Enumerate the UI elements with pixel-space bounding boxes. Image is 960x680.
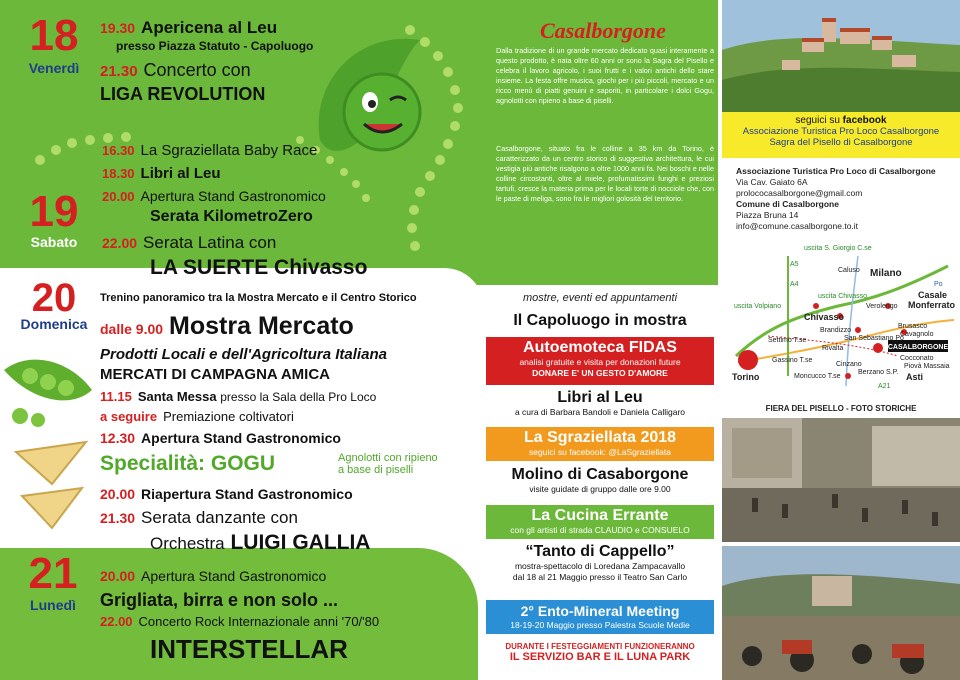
map-label-brandizzo: Brandizzo	[820, 327, 852, 334]
map-label-sansebastiano: San Sebastiano Po	[844, 335, 904, 342]
saturday-event-4-time: 22.00	[102, 235, 138, 251]
map-label-po: Po	[934, 281, 943, 288]
sunday-riap-title: Riapertura Stand Gastronomico	[141, 486, 353, 502]
area-map	[728, 236, 956, 396]
saturday-event-3	[102, 188, 326, 204]
map-label-verolengo: Verolengo	[866, 303, 898, 310]
saturday-event-3-sub: Serata KilometroZero	[150, 208, 313, 225]
pea-mascot-icon	[300, 20, 440, 170]
event-tanto-box	[486, 543, 714, 595]
pea-pod-icon	[0, 340, 96, 430]
map-label-berzano: Berzano S.P.	[858, 369, 899, 376]
sunday-day-number: 20	[31, 276, 77, 320]
saturday-event-1	[102, 142, 317, 159]
map-label-a21: A21	[878, 383, 891, 390]
map-label-rivalta: Rivalta	[822, 345, 844, 352]
event-ento-title: 2° Ento-Mineral Meeting	[520, 603, 680, 619]
sunday-mercati: MERCATI DI CAMPAGNA AMICA	[100, 366, 330, 383]
gogu-agnolotti-icon	[8, 432, 94, 532]
event-fidas-slogan: DONARE E' UN GESTO D'AMORE	[532, 368, 668, 378]
contact-email-2[interactable]: info@comune.casalborgone.to.it	[736, 221, 859, 231]
sunday-messa-sub: presso la Sala della Pro Loco	[220, 390, 377, 404]
map-label-settimo: Settimo T.se	[768, 337, 807, 344]
friday-event-1-time: 19.30	[100, 20, 136, 36]
saturday-event-4-band: LA SUERTE Chivasso	[150, 256, 368, 279]
facebook-heading	[722, 115, 960, 126]
intro-paragraph-1: Dalla tradizione di un grande mercato dedicato quasi interamente a questo prodotto, è nata oltre 60 anni or sono la Sagra del Pisello e celebra il lavoro agricolo, i suoi frutti e i valori antichi dello stare insieme. La festa offre musica, giochi per i più piccoli, mercato e un ricco menù di piatti genuini e saporiti, in particolare i dolci Gogu, agnolotti con ripieno a base di piselli.	[496, 46, 714, 105]
sunday-mostra-title: Mostra Mercato	[169, 312, 354, 340]
sunday-spec-desc	[338, 452, 438, 476]
sunday-day-name: Domenica	[20, 316, 88, 332]
monday-event-2-time: 22.00	[100, 614, 133, 629]
sunday-premiazione	[100, 409, 294, 424]
map-label-uscita-chivasso: uscita Chivasso	[818, 293, 868, 300]
contacts-block	[736, 166, 956, 232]
monday-event-1-time: 20.00	[100, 568, 136, 584]
sunday-mostra-time: dalle 9.00	[100, 321, 164, 337]
friday-event-2-time: 21.30	[100, 63, 138, 80]
event-sgraziellata-title: La Sgraziellata 2018	[523, 429, 677, 446]
friday-event-2-title: Concerto con	[143, 60, 251, 80]
saturday-event-4	[102, 233, 276, 253]
footer-note	[486, 642, 714, 663]
facebook-label: seguici su	[795, 115, 840, 126]
sunday-stand	[100, 430, 341, 446]
map-label-chivasso: Chivasso	[804, 312, 845, 322]
event-tanto-sub-1: mostra-spettacolo di Loredana Zampacavallo	[514, 561, 686, 571]
historic-photo-market	[722, 418, 960, 542]
monday-grigliata: Grigliata, birra e non solo ...	[100, 590, 339, 610]
friday-day-number: 18	[29, 11, 79, 60]
sunday-specialita	[100, 452, 275, 476]
event-tanto-sub-2: dal 18 al 21 Maggio presso il Teatro San Carlo	[512, 572, 688, 582]
saturday-event-3-time: 20.00	[102, 189, 135, 204]
map-label-asti: Asti	[906, 372, 924, 382]
sunday-riapertura	[100, 486, 353, 502]
sunday-messa-time: 11.15	[100, 389, 132, 404]
map-label-a5: A5	[790, 261, 799, 268]
sunday-stand-title: Apertura Stand Gastronomico	[141, 430, 341, 446]
event-sgraziellata-box	[486, 427, 714, 461]
map-label-brusasco: Brusasco	[898, 323, 928, 330]
sunday-messa-title: Santa Messa	[137, 389, 217, 404]
event-cucina-sub: con gli artisti di strada CLAUDIO e CONSUELO	[510, 525, 690, 535]
sunday-spec-label: Specialità:	[100, 452, 206, 475]
friday-event-2	[100, 60, 251, 81]
sunday-spec-name: GOGU	[210, 452, 276, 475]
friday-event-1-sub: presso Piazza Statuto - Capoluogo	[116, 39, 314, 53]
intro-paragraph-2: Casalborgone, situato fra le colline a 35 km da Torino, è caratterizzato da un centro storico di suggestiva architettura, le cui vestigia più antiche risalgono a oltre 1000 anni fa. Nei boschi e nelle colline circostanti, oltre al miele, profumatissimi funghi e preziosi tartufi, cresce la materia prima per le locali torte di nocciole che, con le paste di meliga, sono fra le migliori golosità del territorio.	[496, 144, 714, 203]
sunday-danza-time: 21.30	[100, 510, 136, 526]
saturday-day-name: Sabato	[30, 234, 78, 250]
friday-event-2-band: LIGA REVOLUTION	[100, 84, 266, 104]
facebook-box	[722, 112, 960, 158]
map-label-moncucco: Moncucco T.se	[794, 373, 841, 380]
facebook-word: facebook	[842, 115, 887, 126]
monday-event-2	[100, 614, 379, 629]
sunday-orchestra	[150, 531, 370, 555]
sunday-prodotti: Prodotti Locali e dell'Agricoltura Italiana	[100, 346, 387, 363]
sunday-riap-time: 20.00	[100, 486, 136, 502]
event-fidas-box	[486, 337, 714, 385]
event-fidas-sub: analisi gratuite e visita per donazioni future	[519, 357, 681, 367]
saturday-event-1-time: 16.30	[102, 143, 135, 158]
map-label-cavagnolo: Cavagnolo	[900, 331, 934, 338]
map-label-cocconato: Cocconato	[900, 355, 934, 362]
event-libri-box	[486, 389, 714, 423]
event-libri-sub: a cura di Barbara Bandoli e Daniela Calligaro	[514, 407, 686, 417]
map-label-a4: A4	[790, 281, 799, 288]
contact-title: Associazione Turistica Pro Loco di Casalborgone	[736, 166, 936, 176]
contact-piazza: Piazza Bruna 14	[736, 210, 799, 220]
monday-event-1-title: Apertura Stand Gastronomico	[141, 568, 327, 584]
sunday-spec-desc-1: Agnolotti con ripieno	[338, 452, 438, 464]
monday-event-2-title: Concerto Rock Internazionale anni '70/'80	[138, 614, 380, 629]
map-label-piova: Piovà Massaia	[904, 363, 950, 370]
sunday-seguire: a seguire	[100, 409, 158, 424]
town-photo	[722, 0, 960, 112]
contact-comune: Comune di Casalborgone	[736, 199, 839, 209]
map-label-monferrato: Monferrato	[908, 300, 955, 310]
event-molino-box	[486, 466, 714, 500]
sunday-stand-time: 12.30	[100, 430, 136, 446]
historic-photo-tractors	[722, 546, 960, 680]
contact-email-1[interactable]: prolococasalborgone@gmail.com	[736, 188, 863, 198]
facebook-page-2[interactable]: Sagra del Pisello di Casalborgone	[769, 137, 913, 148]
facebook-page-1[interactable]: Associazione Turistica Pro Loco Casalborgone	[742, 126, 940, 137]
map-label-torino: Torino	[732, 372, 760, 382]
saturday-event-1-title: La Sgraziellata Baby Race	[140, 142, 318, 159]
sunday-premiazione-title: Premiazione coltivatori	[163, 409, 294, 424]
monday-event-1	[100, 568, 326, 584]
sunday-messa	[100, 389, 376, 404]
sunday-danza-title: Serata danzante con	[141, 508, 298, 527]
event-sgraziellata-sub: seguici su facebook: @LaSgraziellata	[529, 447, 671, 457]
sunday-trenino: Trenino panoramico tra la Mostra Mercato e il Centro Storico	[100, 292, 417, 304]
friday-day-name: Venerdì	[28, 60, 80, 76]
map-label-uscita-volpiano: uscita Volpiano	[734, 303, 782, 310]
friday-event-1-title: Apericena al Leu	[141, 18, 278, 37]
event-cucina-title: La Cucina Errante	[531, 507, 669, 524]
sunday-orch-name: LUIGI GALLIA	[230, 531, 371, 554]
saturday-day-number: 19	[29, 187, 79, 236]
event-capoluogo: Il Capoluogo in mostra	[513, 312, 687, 329]
footer-line-1: DURANTE I FESTEGGIAMENTI FUNZIONERANNO	[505, 642, 695, 651]
saturday-event-2-time: 18.30	[102, 166, 135, 181]
map-label-casalborgone: CASALBORGONE	[887, 344, 949, 351]
monday-day-name: Lunedì	[30, 597, 76, 613]
sunday-mostra	[100, 312, 354, 341]
monday-band: INTERSTELLAR	[150, 634, 348, 664]
map-label-gassino: Gassino T.se	[772, 357, 813, 364]
event-ento-box	[486, 600, 714, 634]
sunday-orch-label: Orchestra	[150, 534, 225, 553]
event-libri-title: Libri al Leu	[557, 389, 643, 406]
event-cucina-box	[486, 505, 714, 539]
map-label-casale: Casale	[918, 290, 948, 300]
event-tanto-title: “Tanto di Cappello”	[525, 543, 675, 560]
saturday-event-3-title: Apertura Stand Gastronomico	[140, 188, 326, 204]
saturday-event-2-title: Libri al Leu	[140, 165, 221, 182]
photos-caption: FIERA DEL PISELLO - FOTO STORICHE	[765, 404, 917, 413]
event-fidas-title: Autoemoteca FIDAS	[523, 339, 677, 356]
monday-day-number: 21	[28, 549, 78, 598]
contact-address: Via Cav. Gaiato 6A	[736, 177, 808, 187]
sunday-danza	[100, 508, 298, 528]
friday-event-1	[100, 18, 277, 38]
map-label-milano: Milano	[870, 268, 902, 279]
events-header: mostre, eventi ed appuntamenti	[522, 292, 678, 304]
map-label-uscita-giorgio: uscita S. Giorgio C.se	[804, 245, 872, 252]
saturday-event-4-title: Serata Latina con	[143, 233, 277, 252]
footer-line-2: IL SERVIZIO BAR E IL LUNA PARK	[509, 651, 691, 663]
event-molino-title: Molino di Casaborgone	[511, 466, 689, 483]
intro-title: Casalborgone	[540, 18, 666, 43]
event-ento-sub: 18-19-20 Maggio presso Palestra Scuole Medie	[510, 620, 690, 630]
map-label-caluso: Caluso	[838, 267, 860, 274]
map-label-cinzano: Cinzano	[836, 361, 862, 368]
saturday-event-2	[102, 165, 221, 182]
sunday-spec-desc-2: a base di piselli	[338, 464, 414, 476]
event-molino-sub: visite guidate di gruppo dalle ore 9.00	[529, 484, 671, 494]
